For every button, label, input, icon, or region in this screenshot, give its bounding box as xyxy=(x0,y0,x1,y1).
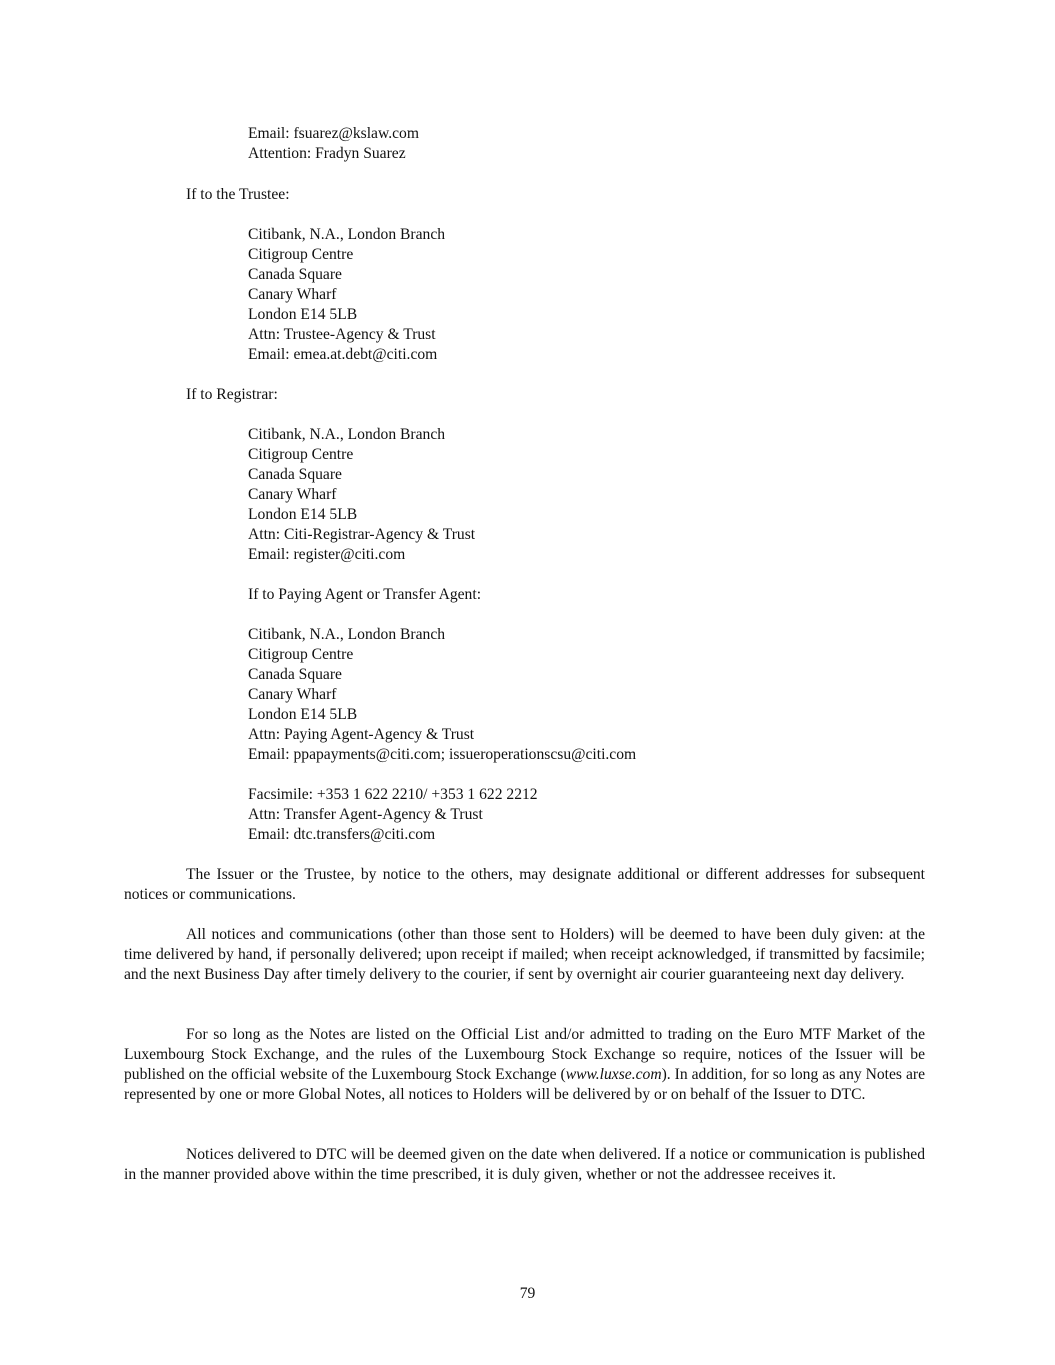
contact-email: Email: fsuarez@kslaw.com xyxy=(248,125,419,142)
paying-agent-line: London E14 5LB xyxy=(248,706,358,723)
paragraph-dtc: Notices delivered to DTC will be deemed given on the date when delivered. If a notice or communication is published in the manner provided above within the time prescribed, it is duly given, whether or not the addressee receives it. xyxy=(124,1146,925,1183)
registrar-line: London E14 5LB xyxy=(248,506,358,523)
paying-agent-heading: If to Paying Agent or Transfer Agent: xyxy=(248,586,482,603)
paragraph-addresses: The Issuer or the Trustee, by notice to the others, may designate additional or different addresses for subsequent notices or communications. xyxy=(124,866,925,903)
paying-agent-line: Citigroup Centre xyxy=(248,646,354,663)
page-number: 79 xyxy=(519,1285,536,1302)
registrar-line: Attn: Citi-Registrar-Agency & Trust xyxy=(248,526,476,543)
trustee-line: Citibank, N.A., London Branch xyxy=(248,226,446,243)
registrar-address-block xyxy=(248,425,475,565)
paying-agent-line: Attn: Paying Agent-Agency & Trust xyxy=(248,726,475,743)
trustee-address-block xyxy=(248,225,445,365)
registrar-line: Citigroup Centre xyxy=(248,446,354,463)
paying-agent-line: Canary Wharf xyxy=(248,686,337,703)
transfer-agent-email: Email: dtc.transfers@citi.com xyxy=(248,826,436,843)
paragraph-luxembourg-text-end: ). In addition, for so long as any Notes are represented by one or more Global Notes, all notices to Holders will be delivered by or on behalf of the Issuer to DTC. xyxy=(124,1066,925,1103)
trustee-line: Citigroup Centre xyxy=(248,246,354,263)
registrar-line: Canada Square xyxy=(248,466,342,483)
transfer-agent-facsimile: Facsimile: +353 1 622 2210/ +353 1 622 2212 xyxy=(248,786,538,803)
paying-agent-line: Citibank, N.A., London Branch xyxy=(248,626,446,643)
registrar-email: Email: register@citi.com xyxy=(248,546,406,563)
paying-agent-line: Canada Square xyxy=(248,666,342,683)
paying-agent-email: Email: ppapayments@citi.com; issueroperationscsu@citi.com xyxy=(248,746,637,763)
transfer-agent-block xyxy=(248,785,538,845)
trustee-line: Canary Wharf xyxy=(248,286,337,303)
top-contact-block xyxy=(248,124,419,164)
paragraph-deemed-given: All notices and communications (other than those sent to Holders) will be deemed to have been duly given: at the time delivered by hand, if personally delivered; upon receipt if mailed; when receipt acknowledged, if transmitted by facsimile; and the next Business Day after timely delivery to the courier, if sent by overnight air courier guaranteeing next day delivery. xyxy=(124,926,925,983)
trustee-email: Email: emea.at.debt@citi.com xyxy=(248,346,438,363)
paying-agent-address-block xyxy=(248,625,636,765)
transfer-agent-attn: Attn: Transfer Agent-Agency & Trust xyxy=(248,806,483,823)
contact-attention: Attention: Fradyn Suarez xyxy=(248,145,406,162)
registrar-line: Citibank, N.A., London Branch xyxy=(248,426,446,443)
registrar-heading: If to Registrar: xyxy=(186,386,278,403)
paragraph-luxembourg-text: For so long as the Notes are listed on the Official List and/or admitted to trading on the Euro MTF Market of the Luxembourg Stock Exchange, and the rules of the Luxembourg Stock Exchange so require, notices of the Issuer will be published on the official website of the Luxembourg Stock Exchange ( xyxy=(124,1026,925,1083)
trustee-line: Attn: Trustee-Agency & Trust xyxy=(248,326,436,343)
trustee-line: Canada Square xyxy=(248,266,342,283)
registrar-line: Canary Wharf xyxy=(248,486,337,503)
luxse-link: www.luxse.com xyxy=(565,1066,662,1083)
trustee-line: London E14 5LB xyxy=(248,306,358,323)
paragraph-luxembourg xyxy=(124,1025,925,1105)
trustee-heading: If to the Trustee: xyxy=(186,186,290,203)
